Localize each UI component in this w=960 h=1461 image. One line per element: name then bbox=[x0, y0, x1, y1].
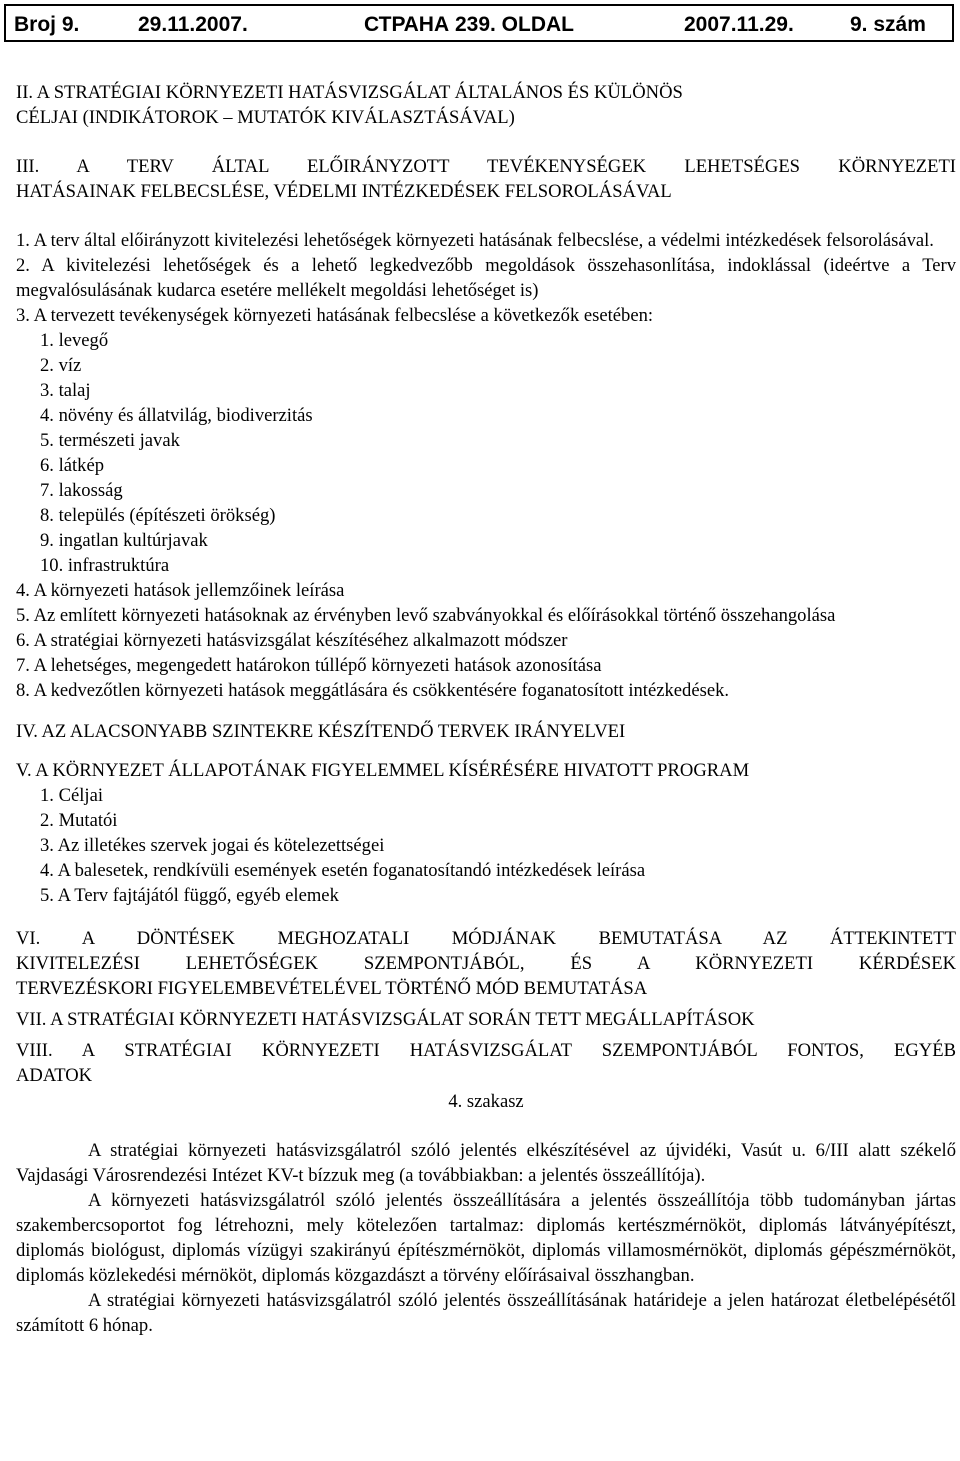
list-item: 10. infrastruktúra bbox=[40, 555, 170, 576]
header-page-title: СТРАНА 239. OLDAL bbox=[364, 13, 574, 36]
section-8-title-line1: VIII. A STRATÉGIAI KÖRNYEZETI HATÁSVIZSGÁLAT SZEMPONTJÁBÓL FONTOS, EGYÉB bbox=[16, 1040, 956, 1061]
list-item: 7. lakosság bbox=[40, 480, 123, 501]
section-6-title-line1: VI. A DÖNTÉSEK MEGHOZATALI MÓDJÁNAK BEMUTATÁSA AZ ÁTTEKINTETT bbox=[16, 928, 956, 949]
list-item: 6. látkép bbox=[40, 455, 105, 476]
section-3-item-6: 6. A stratégiai környezeti hatásvizsgálat készítéséhez alkalmazott módszer bbox=[16, 630, 568, 651]
article-paragraph-2: A környezeti hatásvizsgálatról szóló jelentés összeállítására a jelentés összeállítója több tudományban jártas szakembercsoportot fog létrehozni, mely kötelezően tartalmaz: diplomás kertészmérnököt, diplomás látványépítészt, diplomás biológust, diplomás vízügyi szakirányú építészmérnököt, diplomás villamosmérnököt, diplomás gépészmérnököt, diplomás közlekedési mérnököt, diplomás közgazdászt a törvény előírásaival összhangban. bbox=[16, 1190, 956, 1286]
section-3-item-5: 5. Az említett környezeti hatásoknak az érvényben levő szabványokkal és előírásokkal történő összehangolása bbox=[16, 605, 836, 626]
list-item: 2. Mutatói bbox=[40, 810, 118, 831]
header-date-right: 2007.11.29. bbox=[684, 13, 794, 36]
list-item: 2. víz bbox=[40, 355, 82, 376]
section-3-item-3: 3. A tervezett tevékenységek környezeti hatásának felbecslése a következők esetében: bbox=[16, 305, 654, 326]
section-3-title-line2: HATÁSAINAK FELBECSLÉSE, VÉDELMI INTÉZKEDÉSEK FELSOROLÁSÁVAL bbox=[16, 181, 672, 202]
issue-number: Broj 9. bbox=[14, 13, 80, 36]
document-body bbox=[16, 80, 956, 1338]
section-4-title: IV. AZ ALACSONYABB SZINTEKRE KÉSZÍTENDŐ TERVEK IRÁNYELVEI bbox=[16, 721, 626, 742]
section-6-title-line3: TERVEZÉSKORI FIGYELEMBEVÉTELÉVEL TÖRTÉNŐ MÓD BEMUTATÁSA bbox=[16, 978, 648, 999]
list-item: 8. település (építészeti örökség) bbox=[40, 505, 276, 526]
article-paragraph-1: A stratégiai környezeti hatásvizsgálatról szóló jelentés elkészítésével az újvidéki, Vasút u. 6/III alatt székelő Vajdasági Városrendezési Intézet KV-t bízzuk meg (a továbbiakban: a jelentés összeállítója). bbox=[16, 1140, 956, 1186]
section-3-item-8: 8. A kedvezőtlen környezeti hatások meggátlására és csökkentésére foganatosított intézkedések. bbox=[16, 680, 730, 701]
program-list bbox=[40, 783, 956, 908]
list-item: 5. A Terv fajtájától függő, egyéb elemek bbox=[40, 885, 339, 906]
section-2-title-line2: CÉLJAI (INDIKÁTOROK – MUTATÓK KIVÁLASZTÁSÁVAL) bbox=[16, 107, 515, 128]
list-item: 4. növény és állatvilág, biodiverzitás bbox=[40, 405, 313, 426]
section-3-item-7: 7. A lehetséges, megengedett határokon túllépő környezeti hatások azonosítása bbox=[16, 655, 602, 676]
section-5-title: V. A KÖRNYEZET ÁLLAPOTÁNAK FIGYELEMMEL KÍSÉRÉSÉRE HIVATOTT PROGRAM bbox=[16, 760, 750, 781]
list-item: 3. talaj bbox=[40, 380, 91, 401]
list-item: 1. Céljai bbox=[40, 785, 103, 806]
header-number: 9. szám bbox=[850, 13, 926, 36]
header-date-left: 29.11.2007. bbox=[138, 13, 248, 36]
article-heading: 4. szakasz bbox=[448, 1091, 524, 1112]
article-paragraph-3: A stratégiai környezeti hatásvizsgálatról szóló jelentés összeállításának határideje a jelen határozat életbelépésétől számított 6 hónap. bbox=[16, 1290, 956, 1336]
section-6-title-line2: KIVITELEZÉSI LEHETŐSÉGEK SZEMPONTJÁBÓL, ÉS A KÖRNYEZETI KÉRDÉSEK bbox=[16, 953, 956, 974]
section-3-item-4: 4. A környezeti hatások jellemzőinek leírása bbox=[16, 580, 345, 601]
list-item: 9. ingatlan kultúrjavak bbox=[40, 530, 208, 551]
section-8-title-line2: ADATOK bbox=[16, 1065, 93, 1086]
list-item: 4. A balesetek, rendkívüli események esetén foganatosítandó intézkedések leírása bbox=[40, 860, 646, 881]
list-item: 3. Az illetékes szervek jogai és kötelezettségei bbox=[40, 835, 385, 856]
section-7-title: VII. A STRATÉGIAI KÖRNYEZETI HATÁSVIZSGÁLAT SORÁN TETT MEGÁLLAPÍTÁSOK bbox=[16, 1009, 755, 1030]
list-item: 5. természeti javak bbox=[40, 430, 180, 451]
page-header bbox=[4, 4, 954, 42]
section-3-item-1: 1. A terv által előirányzott kivitelezési lehetőségek környezeti hatásának felbecslése, a védelmi intézkedések felsorolásával. bbox=[16, 230, 934, 251]
section-3-item-2: 2. A kivitelezési lehetőségek és a lehető legkedvezőbb megoldások összehasonlítása, indoklással (ideértve a Terv megvalósulásának kudarca esetére mellékelt megoldási lehetőséget is) bbox=[16, 255, 956, 301]
section-2-title-line1: II. A STRATÉGIAI KÖRNYEZETI HATÁSVIZSGÁLAT ÁLTALÁNOS ÉS KÜLÖNÖS bbox=[16, 82, 683, 103]
impact-list bbox=[40, 328, 956, 578]
list-item: 1. levegő bbox=[40, 330, 109, 351]
section-3-title-line1: III. A TERV ÁLTAL ELŐIRÁNYZOTT TEVÉKENYSÉGEK LEHETSÉGES KÖRNYEZETI bbox=[16, 156, 956, 177]
